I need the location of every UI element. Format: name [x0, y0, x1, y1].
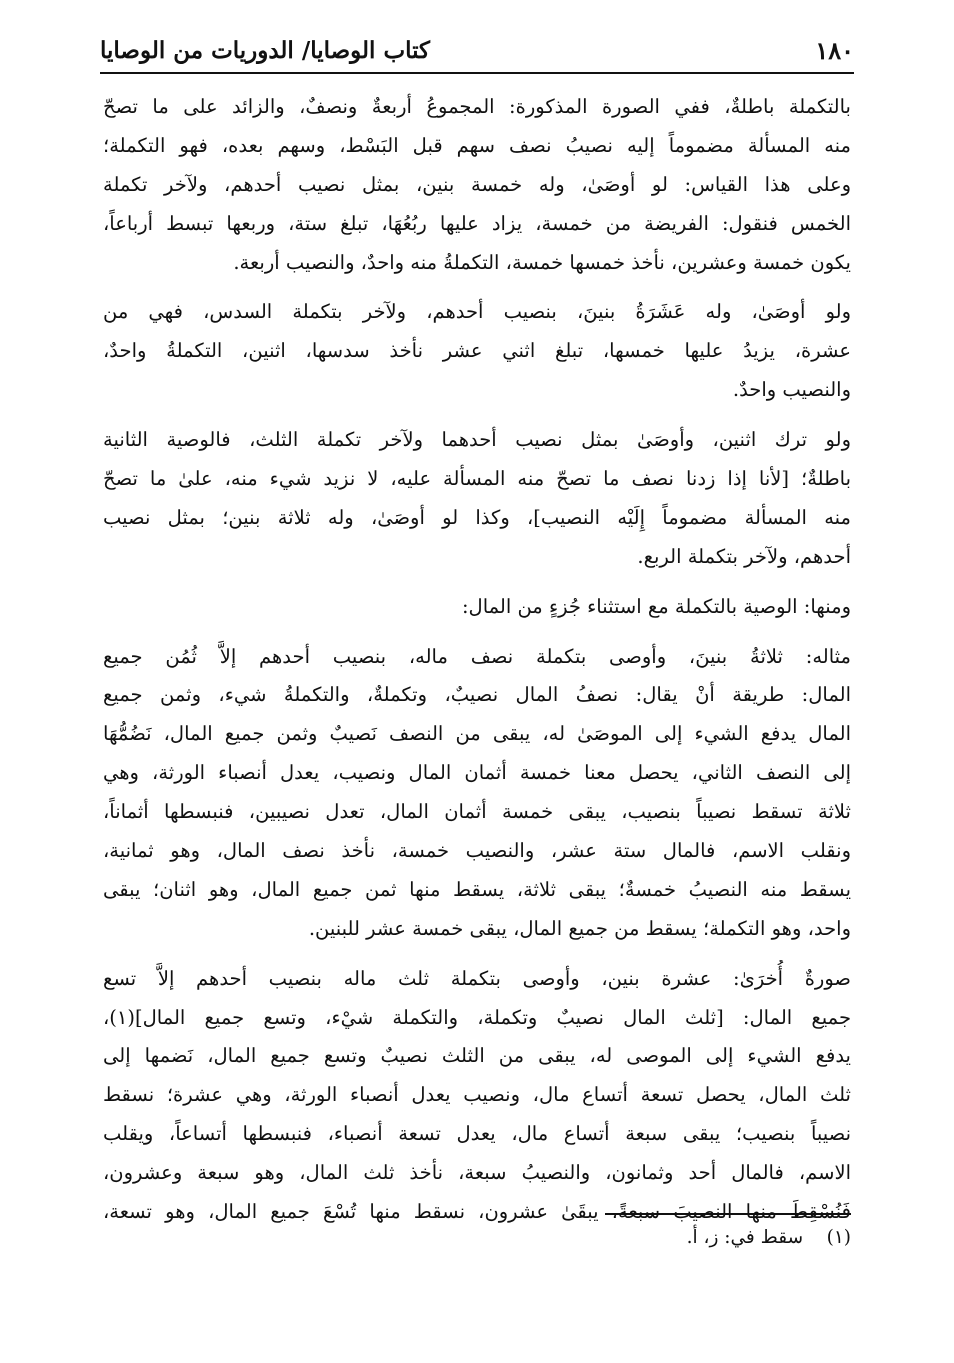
- running-title: كتاب الوصايا/ الدوريات من الوصايا: [100, 36, 431, 64]
- text-line: بالتكملة باطلةٌ، ففي الصورة المذكورة: المجموعُ أربعةٌ ونصفٌ، والزائد على ما تصحّ: [103, 95, 851, 118]
- page-number: ١٨٠: [815, 35, 854, 65]
- text-line: وعلى هذا القياس: لو أوصَىٰ، وله خمسة بنين، بمثل نصيب أحدهم، ولآخر تكملة: [103, 172, 851, 196]
- text-line: يدفع الشيء إلى الموصى له، يبقى من الثلث نصيبٌ وتسع جميع المال، نَضمها إلى: [103, 1044, 851, 1068]
- paragraph: [103, 638, 851, 949]
- text-line: ثلاثة تسقط نصيباً بنصيب، يبقى خمسة أثمان المال، تعدل نصيبين، فنبسطها أثماناً،: [103, 800, 851, 824]
- paragraph: [103, 588, 851, 627]
- page-header: [100, 28, 854, 74]
- text-line: صورةٌ أُخرَىٰ: عشرة بنين، وأوصى بتكملة ثلث ماله بنصيب أحدهم إلاَّ تسع: [103, 966, 851, 990]
- text-line: باطلةٌ؛ [لأنا إذا زدنا نصف ما تصحّ منه المسألة عليه، لا نزيد شيء منه، علىٰ ما تصحّ: [103, 467, 851, 491]
- text-line: واحد، وهو التكملة؛ يسقط من جميع المال، يبقى خمسة عشر للبنين.: [308, 916, 851, 940]
- text-line: ولو أوصَىٰ، وله عَشَرَةُ بنينَ، بنصيب أحدهم، ولآخر بتكملة السدس، فهي من: [103, 300, 851, 324]
- text-line: الاسم، فالمال أحد وثمانون، والنصيبُ سبعة، نأخذ ثلث المال، وهو سبعة وعشرون،: [103, 1161, 851, 1185]
- paragraph: [103, 960, 851, 1232]
- text-line: عشرة، يزيدُ عليها خمسها، تبلغ اثني عشر نأخذ سدسها، اثنين، التكملةُ واحدٌ،: [103, 339, 851, 363]
- text-line: نصيباً بنصيب؛ يبقى سبعة أتساع مال، يعدل تسعة أنصباء، فنبسطها أتساعاً، ويقلب: [103, 1122, 851, 1146]
- text-line: المال: طريقة أنْ يقال: نصفُ المال نصيبٌ، وتكملةٌ، والتكملةُ شيء، وثمن جميع: [103, 683, 851, 707]
- paragraph: [103, 88, 851, 282]
- footnote: [430, 1222, 851, 1254]
- footnote-marker: (١): [826, 1227, 851, 1248]
- text-line: فَنُسْقِطَ منها النصيبَ سبعةً، يبقَىٰ عشرون، نسقط منها تُسْعَ جميع المال، وهو تسعة،: [103, 1200, 851, 1224]
- text-line: منه المسألة مضموماً إليه نصيبُ نصف سهم قبل البَسْط، وسهم بعده، فهو التكملة؛: [103, 133, 851, 157]
- text-line: يسقط منه النصيبُ خمسةٌ؛ يبقى ثلاثة، يسقط منها ثمن جميع المال، وهو اثنان؛ يبقى: [103, 877, 851, 901]
- page-body: [103, 88, 851, 1232]
- text-line: مثاله: ثلاثةُ بنينَ، وأوصى بتكملة نصف ماله، بنصيب أحدهم إلاَّ ثُمُن جميع: [103, 644, 851, 668]
- text-line: يكون خمسة وعشرين، نأخذ خمسها خمسة، التكملةُ منه واحدٌ، والنصيب أربعة.: [233, 250, 851, 274]
- text-line: ولو ترك اثنين، وأوصَىٰ بمثل نصيب أحدهما ولآخر تكملة الثلث، فالوصية الثانية: [103, 428, 851, 452]
- paragraph: [103, 421, 851, 577]
- text-line: ونقلب الاسم، فالمال ستة عشر، والنصيب خمسة، نأخذ نصف المال، وهو ثمانية،: [103, 839, 851, 863]
- text-line: منه المسألة مضموماً إِلَيْه النصيب]، وكذا لو أوصَىٰ، وله ثلاثة بنين؛ بمثل نصيب: [103, 505, 851, 529]
- text-line: إلى النصف الثاني، يحصل معنا خمسة أثمان المال ونصيب، يعدل أنصباء الورثة، وهي: [103, 761, 851, 785]
- footnote-text: سقط في: ز، أ.: [686, 1227, 804, 1248]
- paragraph: [103, 293, 851, 410]
- text-line: أحدهم، ولآخر بتكملة الربع.: [637, 544, 851, 568]
- text-line: والنصيب واحدٌ.: [732, 378, 851, 402]
- footnote-divider: [605, 1213, 851, 1215]
- text-line: ومنها: الوصية بالتكملة مع استثناء جُزءٍ من المال:: [461, 594, 851, 618]
- text-line: المال يدفع الشيء إلى الموصَىٰ له، يبقى من النصف نَصيبٌ وثمن جميع المال، نَضُمُّهَا: [103, 722, 851, 746]
- text-line: ثلث المال، يحصل تسعة أتساع مال، ونصيب يعدل أنصباء الورثة، وهي عشرة؛ نسقط: [103, 1083, 851, 1107]
- text-line: جميع المال: [ثلث المال نصيبٌ وتكملة، والتكملة شيْء، وتسع جميع المال](١)،: [103, 1005, 851, 1029]
- text-line: الخمس فنقول: الفريضة من خمسة، يزاد عليها ربُعُهَا، تبلغ ستة، وربعها تبسط أرباعاً،: [103, 211, 851, 235]
